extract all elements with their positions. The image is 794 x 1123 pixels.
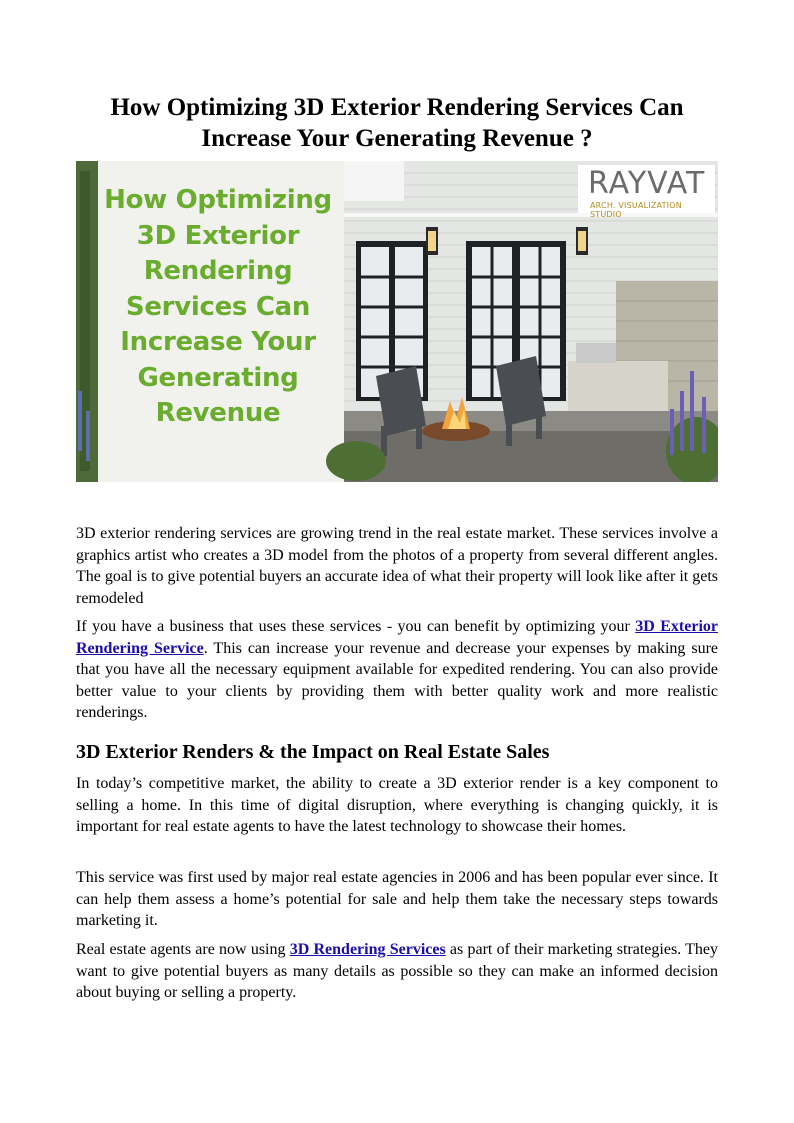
intro-paragraph-2-text-after: . This can increase your revenue and decrease your expenses by making sure that you have all the necessary equipment available for expedited rendering. You can also provide better value to your clients by providing them with better quality work and more realistic renderings.	[76, 639, 719, 722]
section-paragraph-3-text-after: as part of their marketing strategies. They want to give potential buyers as many details as possible so they can make an informed decision about buying or selling a property.	[76, 941, 718, 1002]
hero-banner-image	[76, 161, 718, 482]
section-paragraph-1: In today’s competitive market, the ability to create a 3D exterior render is a key component to selling a home. In this time of digital disruption, where everything is changing quickly, it is important for real estate agents to have the latest technology to showcase their homes.	[76, 775, 718, 836]
section-paragraph-2: This service was first used by major real estate agencies in 2006 and has been popular ever since. It can help them assess a home’s potential for sale and help them take the necessary steps towards marketing it.	[76, 869, 718, 930]
intro-paragraph-2-text-before: If you have a business that uses these services - you can benefit by optimizing your	[76, 618, 636, 635]
intro-paragraph-1: 3D exterior rendering services are growing trend in the real estate market. These services involve a graphics artist who creates a 3D model from the photos of a property from several different angles. The goal is to give potential buyers an accurate idea of what their property will look like after it gets remodeled	[76, 525, 719, 607]
rendering-services-link[interactable]: 3D Rendering Services	[289, 941, 446, 958]
section-heading: 3D Exterior Renders & the Impact on Real Estate Sales	[76, 741, 550, 763]
intro-paragraph-2	[76, 616, 718, 724]
section-paragraph-3	[76, 939, 718, 1004]
brand-tagline: ARCH. VISUALIZATION STUDIO	[590, 201, 682, 219]
banner-headline: How Optimizing 3D Exterior Rendering Services Can Increase Your Generating Revenue	[104, 185, 332, 428]
brand-name: RAYVAT	[588, 166, 706, 201]
exterior-rendering-service-link[interactable]: 3D Exterior Rendering Service	[76, 618, 718, 657]
rayvat-logo	[578, 165, 715, 219]
section-paragraph-3-text-before: Real estate agents are now using	[76, 941, 290, 958]
document-title: How Optimizing 3D Exterior Rendering Services Can Increase Your Generating Revenue ?	[110, 94, 684, 152]
